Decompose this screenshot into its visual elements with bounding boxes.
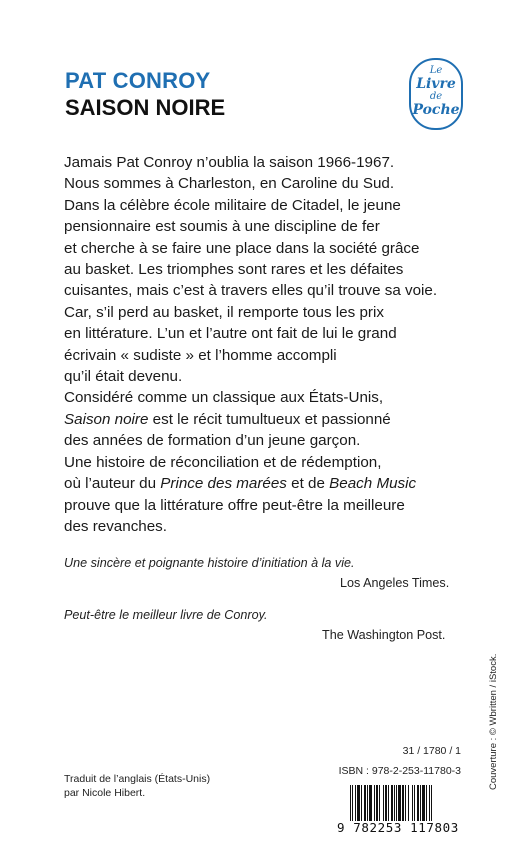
logo-line-1: Le <box>429 65 443 76</box>
blurb-line: en littérature. L’un et l’autre ont fait de lui le grand <box>64 325 397 343</box>
barcode-bar <box>350 785 351 821</box>
review-source: The Washington Post. <box>322 628 446 642</box>
barcode-bar <box>388 785 389 821</box>
barcode-bar <box>364 785 366 821</box>
blurb-line-text: où l’auteur du <box>64 475 157 493</box>
barcode-bar <box>396 785 397 821</box>
blurb-line: Car, s’il perd au basket, il remporte tous les prix <box>64 303 384 321</box>
barcode-bar <box>431 785 432 821</box>
barcode-bar <box>361 785 362 821</box>
blurb-line: et cherche à se faire une place dans la société grâce <box>64 239 420 257</box>
barcode-bar <box>414 785 415 821</box>
isbn: ISBN : 978-2-253-11780-3 <box>338 765 461 777</box>
barcode-digits: 9 782253 117803 <box>337 820 459 835</box>
blurb-line: Jamais Pat Conroy n’oublia la saison 1966-1967. <box>64 154 395 171</box>
barcode-bar <box>405 785 406 821</box>
blurb-line: Nous sommes à Charleston, en Caroline du Sud. <box>64 175 395 193</box>
barcode-bar <box>417 785 419 821</box>
logo-line-2: Livre <box>416 76 456 92</box>
blurb-line: des revanches. <box>64 517 167 535</box>
blurb <box>64 152 484 537</box>
barcode-bar <box>379 785 380 821</box>
blurb-line: écrivain « sudiste » et l’homme accompli <box>64 346 337 364</box>
catalog-number: 31 / 1780 / 1 <box>402 745 461 757</box>
italic-title-saison-noire: Saison noire <box>64 410 149 428</box>
barcode-bar <box>385 785 387 821</box>
cover-credit: Couverture : © Wbritten / iStock. <box>488 653 499 790</box>
barcode-bar <box>408 785 409 821</box>
book-title: SAISON NOIRE <box>65 95 226 120</box>
barcode-bar <box>367 785 368 821</box>
barcode-bar <box>402 785 404 821</box>
blurb-line <box>64 409 484 430</box>
blurb-line <box>64 473 484 494</box>
logo-line-4: Poche <box>412 102 460 118</box>
barcode-bar <box>383 785 384 821</box>
translator-line: Traduit de l’anglais (États-Unis) <box>64 773 211 785</box>
barcode-bar <box>355 785 356 821</box>
barcode-bar <box>398 785 401 821</box>
barcode-bar <box>426 785 427 821</box>
blurb-line: des années de formation d’un jeune garçon. <box>64 432 361 450</box>
translator-line: par Nicole Hibert. <box>64 787 146 799</box>
barcode-bar <box>357 785 360 821</box>
barcode-bar <box>394 785 395 821</box>
blurb-line: Dans la célèbre école militaire de Citadel, le jeune <box>64 196 401 214</box>
barcode-bar <box>420 785 421 821</box>
barcode-bar <box>376 785 378 821</box>
author-name: PAT CONROY <box>65 68 211 93</box>
review-quote: Une sincère et poignante histoire d’initiation à la vie. <box>64 556 355 570</box>
barcode-bar <box>352 785 353 821</box>
review-quote: Peut-être le meilleur livre de Conroy. <box>64 608 268 622</box>
blurb-line: prouve que la littérature offre peut-être la meilleure <box>64 496 405 514</box>
logo-line-3: de <box>429 91 443 102</box>
barcode-bar <box>369 785 372 821</box>
blurb-line: au basket. Les triomphes sont rares et les défaites <box>64 261 404 279</box>
blurb-line: Considéré comme un classique aux États-Unis, <box>64 389 384 407</box>
blurb-line: pensionnaire est soumis à une discipline de fer <box>64 218 380 236</box>
blurb-line: qu’il était devenu. <box>64 368 183 386</box>
publisher-logo <box>409 58 463 130</box>
barcode-bar <box>374 785 375 821</box>
italic-title-prince: Prince des marées <box>160 475 287 493</box>
blurb-line: Une histoire de réconciliation et de rédemption, <box>64 453 382 471</box>
barcode-bar <box>422 785 425 821</box>
italic-title-beach: Beach Music <box>329 475 417 493</box>
blurb-line-text: est le récit tumultueux et passionné <box>152 410 391 428</box>
review-source: Los Angeles Times. <box>340 576 450 590</box>
barcode-bar <box>391 785 393 821</box>
barcode-bar <box>412 785 413 821</box>
barcode-bar <box>429 785 430 821</box>
barcode-bars <box>350 785 464 821</box>
blurb-line-text: et de <box>291 475 325 493</box>
blurb-line: cuisantes, mais c’est à travers elles qu’il trouve sa voie. <box>64 282 438 300</box>
translator-credit <box>64 772 210 800</box>
